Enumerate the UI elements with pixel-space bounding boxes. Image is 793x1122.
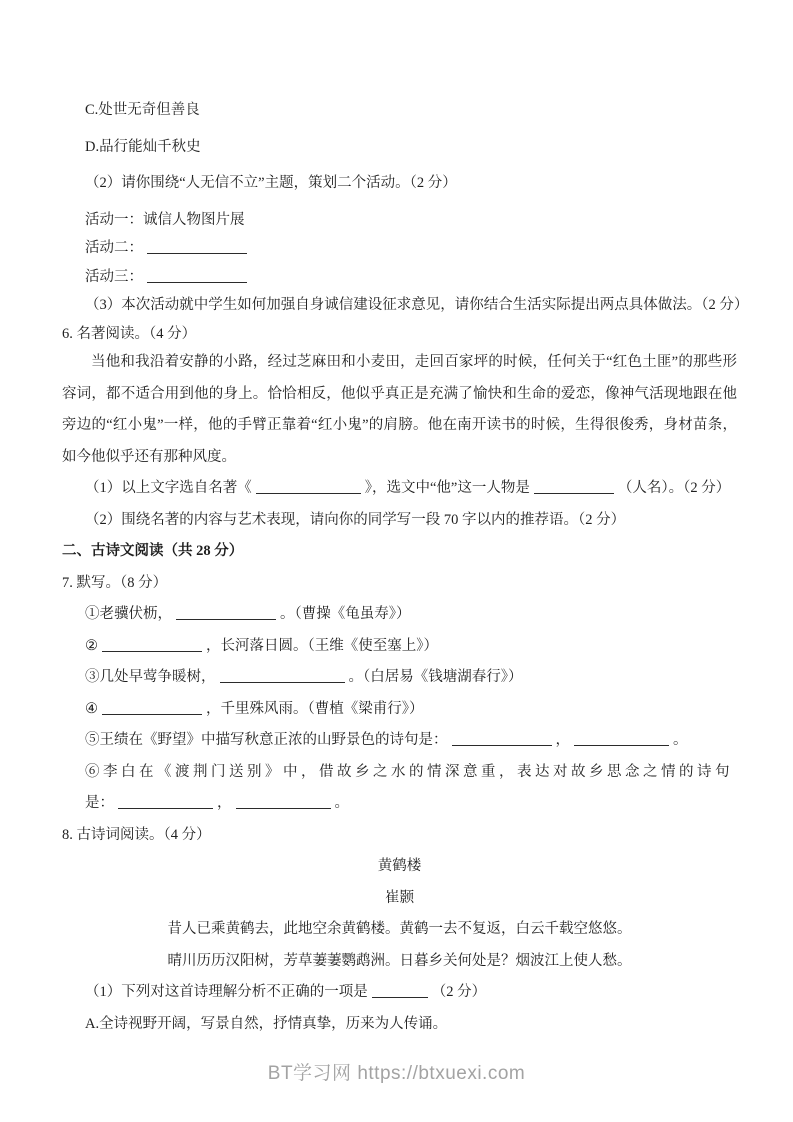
q6-part2	[62, 505, 737, 537]
answer-blank	[147, 268, 247, 283]
text-run: 7. 默写。（8 分）	[62, 574, 168, 591]
poem-author	[62, 883, 737, 915]
text-run: （人名）。（2 分）	[617, 480, 731, 496]
text-run: ③几处早莺争暖树，	[85, 669, 216, 685]
text-run: C.处世无奇但善良	[85, 102, 200, 118]
text-run: 6. 名著阅读。（4 分）	[62, 325, 197, 342]
q8-part1	[62, 977, 737, 1009]
q6-passage	[62, 347, 737, 473]
answer-blank	[452, 731, 552, 746]
text-run: 二、古诗文阅读（共 28 分）	[62, 543, 244, 559]
q7-item-3	[62, 662, 737, 694]
text-run: 。	[334, 795, 349, 811]
answer-blank	[236, 794, 331, 809]
text-run: ①老骥伏枥，	[85, 606, 172, 622]
q7-item-6-cont	[62, 788, 737, 820]
text-run: ④	[85, 700, 98, 717]
doc-content	[62, 95, 749, 1040]
text-run: （2）请你围绕“人无信不立”主题，策划二个活动。（2 分）	[85, 175, 457, 191]
poem-line-2	[62, 946, 737, 978]
answer-blank	[372, 983, 428, 998]
text-run: ，	[555, 732, 570, 748]
answer-blank	[574, 731, 669, 746]
text-run: 是：	[85, 795, 114, 811]
text-run: 黄鹤楼	[377, 858, 422, 874]
text-run: （1）下列对这首诗理解分析不正确的一项是	[85, 984, 368, 1000]
text-run: ，千里殊风雨。（曹植《梁甫行》）	[206, 700, 424, 717]
activity-2	[62, 233, 737, 265]
watermark: BT学习网 https://btxuexi.com	[267, 1063, 526, 1084]
answer-blank	[176, 605, 276, 620]
answer-blank	[102, 637, 202, 652]
answer-blank	[220, 668, 345, 683]
text-run: 当他和我沿着安静的小路，经过芝麻田和小麦田，走回百家坪的时候，任何关于“红色土匪”的那些形容词，都不适合用到他的身上。恰恰相反，他似乎真正是充满了愉快和生命的爱恋，像神气活现地跟在他旁边的“红小鬼”一样，他的手臂正靠着“红小鬼”的肩膀。他在南开读书的时候，生得很俊秀，身材苗条，如今他似乎还有那种风度。	[62, 354, 737, 465]
q7-item-1	[62, 599, 737, 631]
activity-3	[62, 262, 737, 294]
activity-1	[62, 205, 737, 237]
section-2-header	[62, 536, 737, 568]
answer-blank	[118, 794, 213, 809]
q6-part1	[62, 473, 737, 505]
q7-item-5	[62, 725, 737, 757]
text-run: （2）围绕名著的内容与艺术表现，请向你的同学写一段 70 字以内的推荐语。（2 分）	[85, 511, 626, 528]
text-run: ⑥李白在《渡荆门送别》中，借故乡之水的情深意重，表达对故乡思念之情的诗句	[85, 763, 733, 780]
text-run: ，长河落日圆。（王维《使至塞上》）	[206, 637, 438, 654]
text-run: 活动一：诚信人物图片展	[85, 211, 245, 228]
text-run: ，	[217, 795, 232, 811]
text-run: 崔颢	[385, 889, 414, 906]
text-run: 。（曹操《龟虽寿》）	[280, 606, 411, 622]
text-run: 晴川历历汉阳树，芳草萋萋鹦鹉洲。日暮乡关何处是？烟波江上使人愁。	[167, 952, 632, 969]
text-run: A.全诗视野开阔，写景自然，抒情真挚，历来为人传诵。	[85, 1015, 448, 1032]
text-run: ⑤王绩在《野望》中描写秋意正浓的山野景色的诗句是：	[85, 732, 448, 748]
text-run: 。（白居易《钱塘湖春行》）	[348, 669, 523, 685]
q5-option-d	[62, 132, 737, 164]
q5-part2-prompt	[62, 168, 737, 200]
text-run: D.品行能灿千秋史	[85, 138, 201, 155]
q8-header	[62, 820, 737, 852]
q7-item-2	[62, 631, 737, 663]
q7-header	[62, 568, 737, 600]
text-run: 活动三：	[85, 268, 143, 285]
q8-option-a	[62, 1009, 737, 1041]
answer-blank	[534, 479, 614, 494]
answer-blank	[256, 479, 361, 494]
text-run: （3）本次活动就中学生如何加强自身诚信建设征求意见，请你结合生活实际提出两点具体做法。（2 分）	[85, 297, 749, 313]
q7-item-6	[62, 757, 737, 789]
text-run: （2 分）	[431, 984, 487, 1000]
q5-part3-prompt	[62, 290, 749, 322]
text-run: 8. 古诗词阅读。（4 分）	[62, 826, 211, 843]
text-run: 。	[673, 732, 688, 748]
text-run: 》，选文中“他”这一人物是	[364, 480, 530, 496]
answer-blank	[102, 700, 202, 715]
text-run: 活动二：	[85, 240, 143, 256]
poem-title	[62, 851, 737, 883]
q7-item-4	[62, 694, 737, 726]
q5-option-c	[62, 95, 737, 127]
text-run: （1）以上文字选自名著《	[85, 480, 252, 496]
answer-blank	[147, 239, 247, 254]
poem-line-1	[62, 914, 737, 946]
text-run: ②	[85, 637, 98, 654]
text-run: 昔人已乘黄鹤去，此地空余黄鹤楼。黄鹤一去不复返，白云千载空悠悠。	[167, 921, 632, 937]
q6-header	[62, 319, 737, 351]
